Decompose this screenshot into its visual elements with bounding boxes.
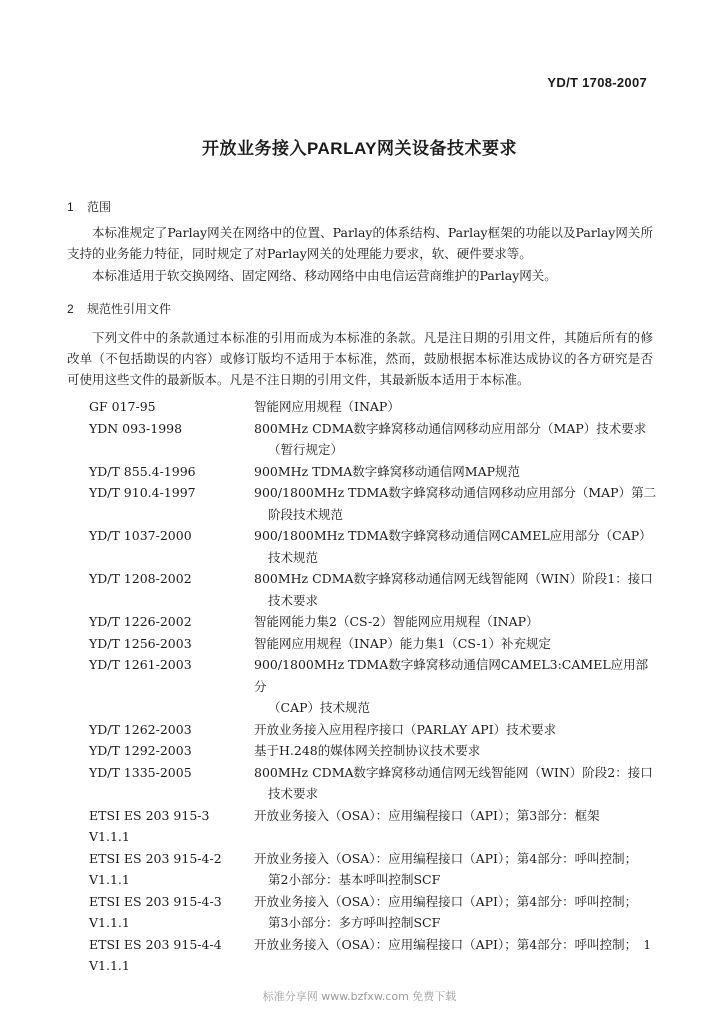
reference-title-continuation: 技术规范 bbox=[268, 549, 319, 565]
reference-title bbox=[254, 396, 657, 418]
reference-code: YDN 093-1998 bbox=[89, 420, 183, 436]
reference-title-line: 800MHz CDMA数字蜂窝移动通信网无线智能网（WIN）阶段2：接口 bbox=[254, 764, 653, 780]
reference-code: YD/T 1292-2003 bbox=[89, 743, 192, 758]
reference-code: YD/T 1335-2005 bbox=[89, 764, 192, 780]
reference-title-continuation: 技术要求 bbox=[268, 786, 319, 801]
reference-title bbox=[254, 848, 657, 891]
section-number: 2 bbox=[67, 302, 74, 316]
reference-title bbox=[254, 934, 657, 977]
reference-title-line: 开放业务接入应用程序接口（PARLAY API）技术要求 bbox=[254, 721, 557, 737]
reference-title-continuation: 技术要求 bbox=[268, 592, 319, 608]
reference-code: YD/T 1261-2003 bbox=[89, 657, 192, 672]
section-heading-scope bbox=[67, 198, 111, 215]
section-title: 范围 bbox=[87, 200, 112, 214]
reference-title bbox=[254, 611, 657, 633]
reference-code: YD/T 1226-2002 bbox=[89, 614, 192, 629]
reference-title bbox=[254, 568, 657, 611]
reference-title-continuation: （CAP）技术规范 bbox=[268, 700, 371, 715]
reference-row bbox=[67, 654, 657, 719]
reference-row bbox=[67, 396, 657, 418]
document-title: 开放业务接入PARLAY网关设备技术要求 bbox=[201, 139, 518, 158]
reference-code: ETSI ES 203 915-4-3 V1.1.1 bbox=[89, 893, 222, 930]
normative-intro-paragraph: 下列文件中的条款通过本标准的引用而成为本标准的条款。凡是注日期的引用文件，其随后所有的修改单（不包括勘误的内容）或修订版均不适用于本标准，然而，鼓励根据本标准达成协议的各方研究是否可使用这些文件的最新版本。凡是不注日期的引用文件，其最新版本适用于本标准。 bbox=[67, 330, 653, 387]
reference-title-line: 开放业务接入（OSA）：应用编程接口（API）；第3部分：框架 bbox=[254, 807, 600, 823]
reference-row bbox=[67, 461, 657, 483]
reference-row bbox=[67, 482, 657, 525]
reference-list bbox=[67, 396, 657, 977]
reference-title bbox=[254, 482, 657, 525]
scope-paragraph-1: 本标准规定了Parlay网关在网络中的位置、Parlay的体系结构、Parlay框架的功能以及Parlay网关所支持的业务能力特征，同时规定了对Parlay网关的处理能力要求，软、硬件要求等。 bbox=[67, 225, 653, 261]
standard-code: YD/T 1708-2007 bbox=[547, 75, 647, 90]
reference-title-continuation: 第2小部分：基本呼叫控制SCF bbox=[268, 872, 441, 887]
reference-code: YD/T 1262-2003 bbox=[89, 721, 192, 737]
reference-title-line: 900MHz TDMA数字蜂窝移动通信网MAP规范 bbox=[254, 463, 521, 479]
reference-row bbox=[67, 740, 657, 762]
reference-title-line: 900/1800MHz TDMA数字蜂窝移动通信网移动应用部分（MAP）第二 bbox=[254, 485, 657, 500]
reference-title-line: 开放业务接入（OSA）：应用编程接口（API）；第4部分：呼叫控制； bbox=[254, 893, 638, 909]
reference-title-line: 智能网应用规程（INAP）能力集1（CS-1）补充规定 bbox=[254, 635, 552, 651]
reference-row bbox=[67, 633, 657, 655]
reference-title bbox=[254, 654, 657, 719]
reference-title-line: 开放业务接入（OSA）：应用编程接口（API）；第4部分：呼叫控制； bbox=[254, 850, 638, 866]
reference-title-line: 智能网应用规程（INAP） bbox=[254, 399, 400, 414]
section-heading-normative-references bbox=[67, 300, 171, 317]
reference-row bbox=[67, 568, 657, 611]
reference-code: YD/T 1208-2002 bbox=[89, 571, 192, 586]
reference-code: YD/T 1037-2000 bbox=[89, 528, 192, 543]
reference-title bbox=[254, 891, 657, 934]
reference-title bbox=[254, 633, 657, 655]
reference-title-line: 智能网能力集2（CS-2）智能网应用规程（INAP） bbox=[254, 614, 539, 629]
reference-code: YD/T 1256-2003 bbox=[89, 635, 192, 651]
reference-title bbox=[254, 719, 657, 741]
reference-code: ETSI ES 203 915-3 V1.1.1 bbox=[89, 807, 210, 844]
reference-row bbox=[67, 762, 657, 805]
reference-title-continuation: （暂行规定） bbox=[268, 442, 344, 457]
reference-title-line: 900/1800MHz TDMA数字蜂窝移动通信网CAMEL应用部分（CAP） bbox=[254, 528, 652, 543]
section-title: 规范性引用文件 bbox=[87, 302, 172, 316]
reference-row bbox=[67, 418, 657, 461]
section-number: 1 bbox=[67, 200, 74, 214]
reference-row bbox=[67, 848, 657, 891]
reference-row bbox=[67, 719, 657, 741]
reference-code: GF 017-95 bbox=[89, 399, 156, 414]
reference-title-continuation: 阶段技术规范 bbox=[268, 506, 344, 522]
reference-code: ETSI ES 203 915-4-4 V1.1.1 bbox=[89, 936, 222, 973]
reference-row bbox=[67, 805, 657, 848]
reference-title bbox=[254, 805, 657, 848]
reference-title-line: 开放业务接入（OSA）：应用编程接口（API）；第4部分：呼叫控制； bbox=[254, 936, 638, 952]
reference-title-line: 900/1800MHz TDMA数字蜂窝移动通信网CAMEL3:CAMEL应用部分 bbox=[254, 657, 649, 694]
reference-code: ETSI ES 203 915-4-2 V1.1.1 bbox=[89, 850, 222, 887]
reference-row bbox=[67, 934, 657, 977]
reference-title bbox=[254, 762, 657, 805]
reference-row bbox=[67, 611, 657, 633]
reference-code: YD/T 910.4-1997 bbox=[89, 485, 196, 500]
reference-title-line: 800MHz CDMA数字蜂窝移动通信网无线智能网（WIN）阶段1：接口 bbox=[254, 571, 653, 586]
reference-title bbox=[254, 740, 657, 762]
reference-row bbox=[67, 525, 657, 568]
page-number: 1 bbox=[643, 938, 651, 952]
reference-title-line: 800MHz CDMA数字蜂窝移动通信网移动应用部分（MAP）技术要求 bbox=[254, 420, 647, 436]
reference-title bbox=[254, 525, 657, 568]
reference-title-continuation: 第3小部分：多方呼叫控制SCF bbox=[268, 915, 441, 930]
reference-code: YD/T 855.4-1996 bbox=[89, 463, 196, 479]
reference-row bbox=[67, 891, 657, 934]
watermark-text: 标准分享网 www.bzfxw.com 免费下载 bbox=[262, 990, 457, 1003]
reference-title bbox=[254, 418, 657, 461]
scope-paragraph-2: 本标准适用于软交换网络、固定网络、移动网络中由电信运营商维护的Parlay网关。 bbox=[92, 268, 557, 283]
reference-title-line: 基于H.248的媒体网关控制协议技术要求 bbox=[254, 743, 481, 758]
reference-title bbox=[254, 461, 657, 483]
